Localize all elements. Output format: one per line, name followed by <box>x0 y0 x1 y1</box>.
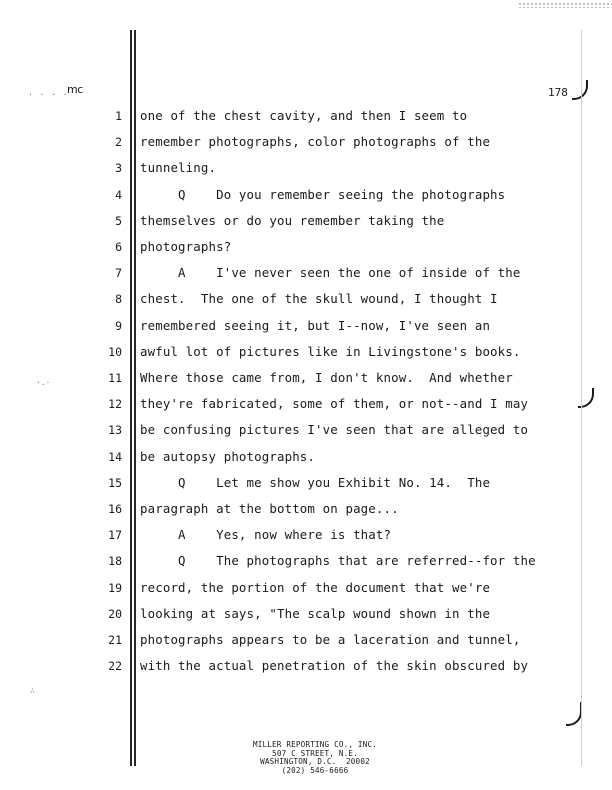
line-number: 11 <box>108 371 122 385</box>
page-number: 178 <box>548 86 568 99</box>
line-number: 9 <box>115 318 122 333</box>
transcript-line <box>0 606 612 626</box>
transcript-line <box>0 265 612 285</box>
line-number: 13 <box>108 423 122 438</box>
line-text: A Yes, now where is that? <box>140 527 392 543</box>
transcript-line <box>0 108 612 128</box>
line-text: Q Do you remember seeing the photographs <box>140 186 506 202</box>
line-number: 19 <box>108 580 122 595</box>
line-text: remembered seeing it, but I--now, I've seen an <box>140 317 491 333</box>
transcript-line <box>0 527 612 547</box>
transcript-line <box>0 239 612 259</box>
transcript-line <box>0 475 612 495</box>
line-number: 14 <box>108 449 122 464</box>
transcript-line <box>0 318 612 338</box>
line-number: 2 <box>115 135 122 150</box>
transcript-line <box>0 344 612 364</box>
transcript-line <box>0 632 612 652</box>
line-text: A I've never seen the one of inside of the <box>140 265 521 281</box>
line-number: 18 <box>108 554 122 569</box>
line-number: 10 <box>108 344 122 359</box>
line-number: 8 <box>115 292 122 307</box>
line-text: chest. The one of the skull wound, I thought I <box>140 291 498 307</box>
line-text: be confusing pictures I've seen that are alleged to <box>140 422 529 438</box>
margin-speck-mark: ∴ <box>30 686 35 695</box>
footer-city: WASHINGTON, D.C. 20002 <box>260 757 370 767</box>
transcript-line <box>0 187 612 207</box>
line-text: be autopsy photographs. <box>140 448 316 464</box>
footer-phone: (202) 546-6666 <box>281 765 349 775</box>
footer-street: 507 C STREET, N.E. <box>272 748 358 758</box>
footer-company: MILLER REPORTING CO., INC. <box>252 740 378 749</box>
line-number: 4 <box>115 187 122 202</box>
line-number: 22 <box>108 659 122 674</box>
line-text: looking at says, "The scalp wound shown in the <box>140 605 491 621</box>
reporter-initials: mc <box>67 83 83 96</box>
page-bracket-mark <box>572 80 588 100</box>
transcript-line <box>0 580 612 600</box>
line-number: 5 <box>115 213 122 228</box>
line-text: tunneling. <box>140 160 217 176</box>
line-number: 20 <box>108 606 122 621</box>
transcript-line <box>0 501 612 521</box>
line-text: themselves or do you remember taking the <box>140 212 445 228</box>
transcript-line <box>0 396 612 416</box>
transcript-line <box>0 422 612 442</box>
line-text: photographs? <box>140 239 232 254</box>
line-text: they're fabricated, some of them, or not--and I may <box>140 396 529 412</box>
line-number: 21 <box>108 633 122 647</box>
line-number: 6 <box>115 240 122 254</box>
scan-noise-dots <box>518 2 612 8</box>
transcript-line <box>0 370 612 390</box>
line-text: awful lot of pictures like in Livingstone's books. <box>140 343 521 359</box>
line-number: 16 <box>108 502 122 516</box>
margin-speck-mark: ·.· <box>36 378 51 387</box>
bottom-margin-bracket <box>566 702 582 726</box>
line-text: Where those came from, I don't know. And whether <box>140 370 513 385</box>
transcript-line <box>0 291 612 311</box>
transcript-line <box>0 134 612 154</box>
transcript-line <box>0 553 612 573</box>
line-text: photographs appears to be a laceration and tunnel, <box>140 632 521 647</box>
transcript-line <box>0 160 612 180</box>
line-number: 3 <box>115 161 122 176</box>
margin-specks: · · · · <box>28 90 69 99</box>
line-text: paragraph at the bottom on page... <box>140 501 399 516</box>
line-number: 1 <box>115 109 122 123</box>
line-number: 12 <box>108 397 122 412</box>
reporter-footer <box>200 741 430 775</box>
line-text: remember photographs, color photographs of the <box>140 134 491 150</box>
line-text: Q The photographs that are referred--for the <box>140 553 536 569</box>
transcript-line <box>0 213 612 233</box>
line-text: Q Let me show you Exhibit No. 14. The <box>140 474 491 490</box>
line-text: one of the chest cavity, and then I seem to <box>140 108 468 123</box>
line-text: record, the portion of the document that we're <box>140 579 491 595</box>
transcript-line <box>0 449 612 469</box>
line-number: 17 <box>108 528 122 543</box>
line-text: with the actual penetration of the skin obscured by <box>140 658 529 674</box>
line-number: 7 <box>115 266 122 281</box>
transcript-line <box>0 658 612 678</box>
line-number: 15 <box>108 475 122 490</box>
